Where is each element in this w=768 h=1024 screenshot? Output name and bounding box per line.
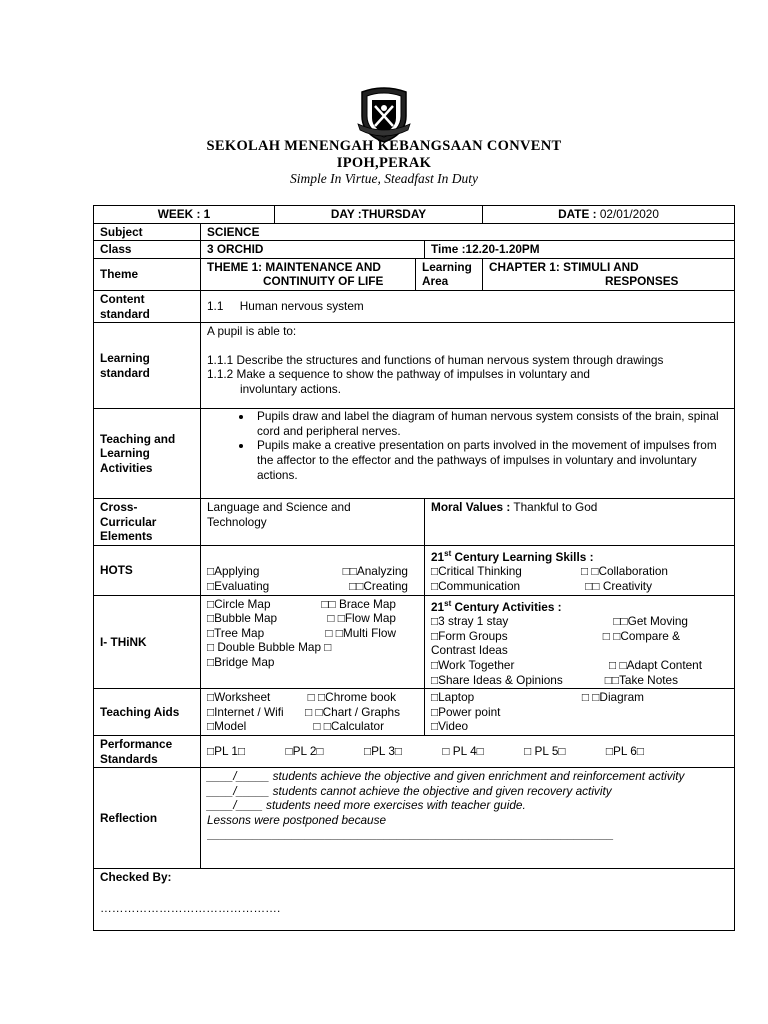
day-cell: DAY :THURSDAY	[275, 206, 483, 224]
learning-standard-item-2-cont: involuntary actions.	[240, 381, 341, 396]
learning-skills-cell	[425, 545, 735, 595]
learning-standard-label	[94, 323, 201, 409]
checked-by-label: Checked By:	[100, 870, 172, 885]
learning-standard-row	[94, 323, 735, 409]
reflection-line-5: ______________________________________________________________	[207, 827, 614, 842]
ithink-flow-map[interactable]: □ □Flow Map	[327, 611, 396, 626]
content-standard-label-1: Content	[100, 291, 145, 306]
activity-item-2: • Pupils make a creative presentation on parts involved in the movement of impulses from the affector to the effector and the pathways of impulses in voluntary and involuntary actions.	[253, 438, 728, 482]
activity-share-ideas[interactable]: □Share Ideas & Opinions	[431, 672, 563, 687]
ithink-bubble-map[interactable]: □Bubble Map	[207, 611, 278, 626]
theme-line-1: THEME 1: MAINTENANCE AND	[207, 259, 381, 274]
skill-critical-thinking[interactable]: □Critical Thinking	[431, 564, 522, 579]
class-row	[94, 241, 735, 259]
aid-chrome-book[interactable]: □ □Chrome book	[307, 690, 396, 705]
activity-compare[interactable]: □ □Compare &	[602, 628, 680, 643]
activities-label-1: Teaching and	[100, 431, 176, 446]
subject-row	[94, 223, 735, 241]
teaching-aids-row	[94, 689, 735, 736]
ithink-bridge-map[interactable]: □Bridge Map	[207, 655, 275, 670]
teaching-aids-options-2	[425, 689, 735, 736]
century-activities-cell	[425, 595, 735, 688]
theme-row	[94, 258, 735, 290]
cross-curricular-row	[94, 499, 735, 546]
learning-area-line-1: CHAPTER 1: STIMULI AND	[489, 259, 639, 274]
performance-label-1: Performance	[100, 736, 173, 751]
hots-evaluating[interactable]: □Evaluating	[207, 579, 270, 594]
hots-applying[interactable]: □Applying	[207, 564, 260, 579]
activity-get-moving[interactable]: □□Get Moving	[613, 614, 688, 629]
moral-values-label: Moral Values :	[431, 500, 511, 515]
school-crest-logo	[356, 86, 412, 144]
pl-2-option[interactable]: □PL 2□	[285, 744, 324, 759]
cross-curricular-label	[94, 499, 201, 546]
reflection-row	[94, 768, 735, 869]
activity-3-stray-1-stay[interactable]: □3 stray 1 stay	[431, 614, 509, 629]
cross-curricular-label-2: Curricular	[100, 514, 157, 529]
subject-label: Subject	[94, 223, 201, 241]
checked-by-cell	[94, 869, 735, 931]
content-standard-label-2: standard	[100, 306, 150, 321]
ithink-multi-flow[interactable]: □ □Multi Flow	[325, 625, 396, 640]
checked-by-row	[94, 869, 735, 931]
lesson-plan-table	[93, 205, 735, 931]
reflection-line-4: Lessons were postponed because	[207, 812, 387, 827]
learning-area-label	[416, 258, 483, 290]
activities-label-3: Activities	[100, 460, 153, 475]
aid-internet-wifi[interactable]: □Internet / Wifi	[207, 704, 284, 719]
activity-adapt-content[interactable]: □ □Adapt Content	[609, 657, 702, 672]
performance-levels	[201, 735, 735, 767]
learning-standard-intro: A pupil is able to:	[207, 324, 297, 339]
performance-label-2: Standards	[100, 751, 158, 766]
school-name: SEKOLAH MENENGAH KEBANGSAAN CONVENT	[206, 138, 562, 154]
subject-value: SCIENCE	[201, 223, 735, 241]
date-label: DATE :	[558, 207, 597, 221]
activity-contrast-ideas: Contrast Ideas	[431, 643, 508, 658]
reflection-line-1: ____/_____ students achieve the objective and given enrichment and reinforcement activity	[207, 769, 685, 784]
aid-video[interactable]: □Video	[431, 719, 469, 734]
theme-label: Theme	[94, 258, 201, 290]
hots-creating[interactable]: □□Creating	[349, 579, 408, 594]
week-cell: WEEK : 1	[94, 206, 275, 224]
learning-standard-item-2: 1.1.2 Make a sequence to show the pathway of impulses in voluntary and	[207, 367, 590, 382]
ithink-row	[94, 595, 735, 688]
activity-item-1: • Pupils draw and label the diagram of human nervous system consists of the brain, spinal cord and peripheral nerves.	[253, 409, 728, 438]
hots-analyzing[interactable]: □□Analyzing	[342, 564, 408, 579]
aid-laptop[interactable]: □Laptop	[431, 690, 475, 705]
learning-area-label-2: Area	[422, 274, 449, 289]
activities-value	[201, 409, 735, 499]
activities-label	[94, 409, 201, 499]
reflection-line-2: ____/_____ students cannot achieve the objective and given recovery activity	[207, 783, 612, 798]
checked-by-signature-line: ……………………………………….	[100, 900, 281, 915]
learning-area-line-2: RESPONSES	[605, 274, 679, 289]
pl-3-option[interactable]: □PL 3□	[363, 744, 403, 759]
activity-take-notes[interactable]: □□Take Notes	[604, 672, 678, 687]
class-value: 3 ORCHID	[201, 241, 425, 259]
class-time: Time :12.20-1.20PM	[425, 241, 735, 259]
performance-row	[94, 735, 735, 767]
learning-skills-title: 21st Century Learning Skills :	[431, 548, 594, 564]
cross-curricular-value-2: Technology	[207, 514, 267, 529]
ithink-circle-map[interactable]: □Circle Map	[207, 596, 271, 611]
theme-line-2: CONTINUITY OF LIFE	[263, 274, 384, 289]
aid-power-point[interactable]: □Power point	[431, 704, 501, 719]
school-location: IPOH,PERAK	[336, 155, 432, 171]
activities-label-2: Learning	[100, 446, 150, 461]
aid-diagram[interactable]: □ □Diagram	[581, 690, 644, 705]
school-motto: Simple In Virtue, Steadfast In Duty	[290, 171, 478, 186]
hots-row	[94, 545, 735, 595]
pl-4-option[interactable]: □ PL 4□	[442, 744, 484, 759]
cross-curricular-label-3: Elements	[100, 529, 153, 544]
ithink-options	[201, 595, 425, 688]
skill-creativity[interactable]: □□ Creativity	[585, 579, 652, 594]
moral-values-value: Thankful to God	[510, 500, 598, 515]
week-row	[94, 206, 735, 224]
activities-row	[94, 409, 735, 499]
activity-form-groups[interactable]: □Form Groups	[431, 628, 508, 643]
learning-standard-value	[201, 323, 735, 409]
learning-standard-label-1: Learning	[100, 351, 150, 366]
content-standard-label	[94, 290, 201, 322]
moral-values-cell	[425, 499, 735, 546]
hots-options	[201, 545, 425, 595]
content-standard-value: 1.1 Human nervous system	[201, 290, 735, 322]
pl-6-option[interactable]: □PL 6□	[605, 744, 644, 759]
century-activities-title: 21st Century Activities :	[431, 598, 562, 614]
aid-model[interactable]: □Model	[207, 719, 247, 734]
activities-list	[207, 409, 728, 482]
aid-calculator[interactable]: □ □Calculator	[313, 719, 384, 734]
ithink-brace-map[interactable]: □□ Brace Map	[321, 596, 396, 611]
skill-communication[interactable]: □Communication	[431, 579, 521, 594]
teaching-aids-options	[201, 689, 425, 736]
learning-area-value	[483, 258, 735, 290]
pl-5-option[interactable]: □ PL 5□	[524, 744, 566, 759]
aid-chart-graphs[interactable]: □ □Chart / Graphs	[305, 704, 400, 719]
learning-standard-item-1: 1.1.1 Describe the structures and functions of human nervous system through drawings	[207, 352, 664, 367]
reflection-label: Reflection	[94, 768, 201, 869]
performance-label	[94, 735, 201, 767]
date-value: 02/01/2020	[596, 207, 659, 221]
theme-value	[201, 258, 416, 290]
cross-curricular-label-1: Cross-	[100, 500, 138, 515]
ithink-label: I- THiNK	[94, 595, 201, 688]
learning-standard-label-2: standard	[100, 365, 150, 380]
activity-work-together[interactable]: □Work Together	[431, 657, 515, 672]
hots-label: HOTS	[94, 545, 201, 595]
reflection-line-3: ____/____ students need more exercises with teacher guide.	[207, 798, 526, 813]
learning-area-label-1: Learning	[422, 259, 472, 274]
teaching-aids-label: Teaching Aids	[94, 689, 201, 736]
ithink-double-bubble-map[interactable]: □ Double Bubble Map □	[207, 640, 332, 655]
skill-collaboration[interactable]: □ □Collaboration	[580, 564, 668, 579]
content-standard-row	[94, 290, 735, 322]
ithink-tree-map[interactable]: □Tree Map	[207, 625, 265, 640]
pl-1-option[interactable]: □PL 1□	[207, 744, 246, 759]
aid-worksheet[interactable]: □Worksheet	[207, 690, 271, 705]
reflection-value	[201, 768, 735, 869]
cross-curricular-value-1: Language and Science and	[207, 500, 351, 515]
date-cell	[483, 206, 735, 224]
cross-curricular-value	[201, 499, 425, 546]
class-label: Class	[94, 241, 201, 259]
